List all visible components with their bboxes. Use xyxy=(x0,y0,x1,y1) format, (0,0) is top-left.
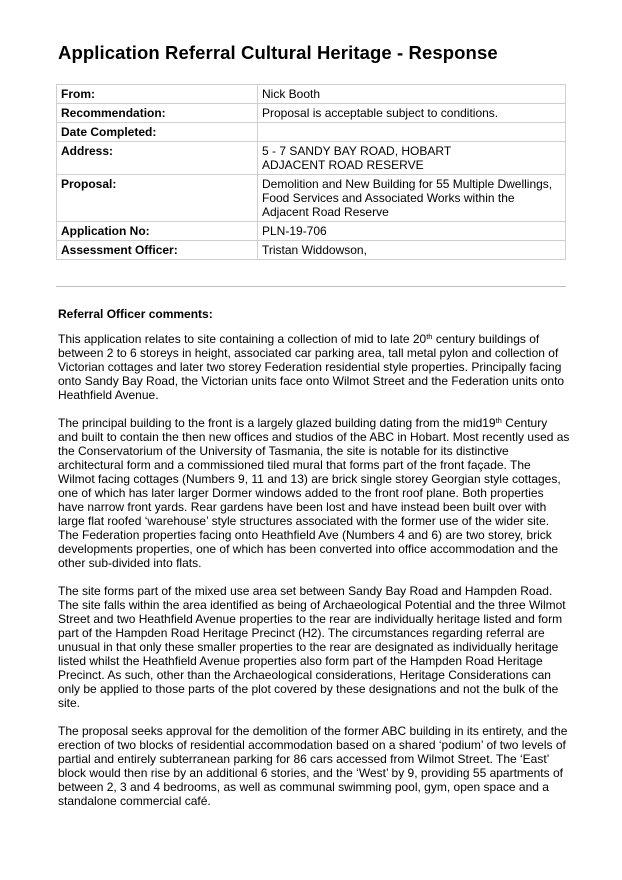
field-label: From: xyxy=(57,85,258,104)
section-divider xyxy=(56,286,566,287)
field-label: Recommendation: xyxy=(57,104,258,123)
table-row-assessment-officer xyxy=(57,241,566,260)
field-value xyxy=(258,222,566,241)
superscript-ordinal: th xyxy=(495,416,502,425)
paragraph-site-description xyxy=(58,332,570,402)
address-line-2: ADJACENT ROAD RESERVE xyxy=(262,158,424,172)
field-value xyxy=(258,175,566,222)
paragraph-heritage-context: The site forms part of the mixed use area set between Sandy Bay Road and Hampden Road. The site falls within the area identified as being of Archaeological Potential and the three Wilmot Street and two Heathfield Avenue properties to the rear are individually heritage listed and form part of the Hampden Road Heritage Precinct (H2). The circumstances regarding referral are unusual in that only these smaller properties to the rear are designated as individually heritage listed whilst the Heathfield Avenue properties also form part of the Hampden Road Heritage Precinct. As such, other than the Archaeological considerations, Heritage Considerations can only be applied to those parts of the plot covered by these designations and not the bulk of the site. xyxy=(58,584,566,710)
table-row-from xyxy=(57,85,566,104)
paragraph-proposal-summary: The proposal seeks approval for the demolition of the former ABC building in its entirety, and the erection of two blocks of residential accommodation based on a shared ‘podium’ of two levels of partial and entirely subterranean parking for 86 cars accessed from Wilmot Street. The ‘East’ block would then rise by an additional 6 stories, and the ‘West’ by 9, providing 55 apartments of between 2, 3 and 4 bedrooms, as well as communal swimming pool, gym, open space and a standalone commercial café. xyxy=(58,724,568,808)
paragraph-principal-building xyxy=(58,416,570,570)
field-value xyxy=(258,85,566,104)
paragraph-text: century buildings of between 2 to 6 storeys in height, associated car parking area, tall metal pylon and collection of Victorian cottages and later two storey Federation residential style properties. Principally facing onto Sandy Bay Road, the Victorian units face onto Wilmot Street and the Federation units onto Heathfield Avenue. xyxy=(58,332,565,402)
address-line-1: 5 - 7 SANDY BAY ROAD, HOBART xyxy=(262,144,452,158)
field-label: Address: xyxy=(57,142,258,175)
field-label: Assessment Officer: xyxy=(57,241,258,260)
page-title: Application Referral Cultural Heritage - Response xyxy=(58,42,498,63)
assessment-officer-value: Tristan Widdowson, xyxy=(262,243,367,257)
date-completed-value xyxy=(262,125,561,139)
table-row-proposal xyxy=(57,175,566,222)
table-row-recommendation xyxy=(57,104,566,123)
field-label: Proposal: xyxy=(57,175,258,222)
field-value xyxy=(258,241,566,260)
table-row-date-completed xyxy=(57,123,566,142)
table-row-application-no xyxy=(57,222,566,241)
comments-heading: Referral Officer comments: xyxy=(58,307,213,321)
application-no-value: PLN-19-706 xyxy=(262,224,327,238)
field-label: Application No: xyxy=(57,222,258,241)
field-value xyxy=(258,123,566,142)
referral-details-table xyxy=(56,84,566,260)
field-value xyxy=(258,104,566,123)
from-value: Nick Booth xyxy=(262,87,321,101)
paragraph-text: The principal building to the front is a largely glazed building dating from the mid19 xyxy=(58,416,496,430)
paragraph-text: Century and built to contain the then new offices and studios of the ABC in Hobart. Most recently used as the Conservatorium of the University of Tasmania, the site is notable for its distinctive architectural form and a commissioned tiled mural that forms part of the front façade. The Wilmot facing cottages (Numbers 9, 11 and 13) are brick single storey Georgian style cottages, one of which has later larger Dormer windows added to the front roof plane. Both properties have narrow front yards. Rear gardens have been lost and have instead been built over with large flat roofed ‘warehouse’ style structures associated with the former use of the wider site. The Federation properties facing onto Heathfield Ave (Numbers 4 and 6) are two storey, brick developments properties, one of which has been converted into office accommodation and the other sub-divided into flats. xyxy=(58,416,570,570)
table-row-address xyxy=(57,142,566,175)
comments-body xyxy=(58,332,570,822)
recommendation-value: Proposal is acceptable subject to conditions. xyxy=(262,106,499,120)
field-value xyxy=(258,142,566,175)
superscript-ordinal: th xyxy=(426,332,433,341)
field-label: Date Completed: xyxy=(57,123,258,142)
paragraph-text: This application relates to site containing a collection of mid to late 20 xyxy=(58,332,427,346)
proposal-value: Demolition and New Building for 55 Multiple Dwellings, Food Services and Associated Works within the Adjacent Road Reserve xyxy=(262,177,553,219)
